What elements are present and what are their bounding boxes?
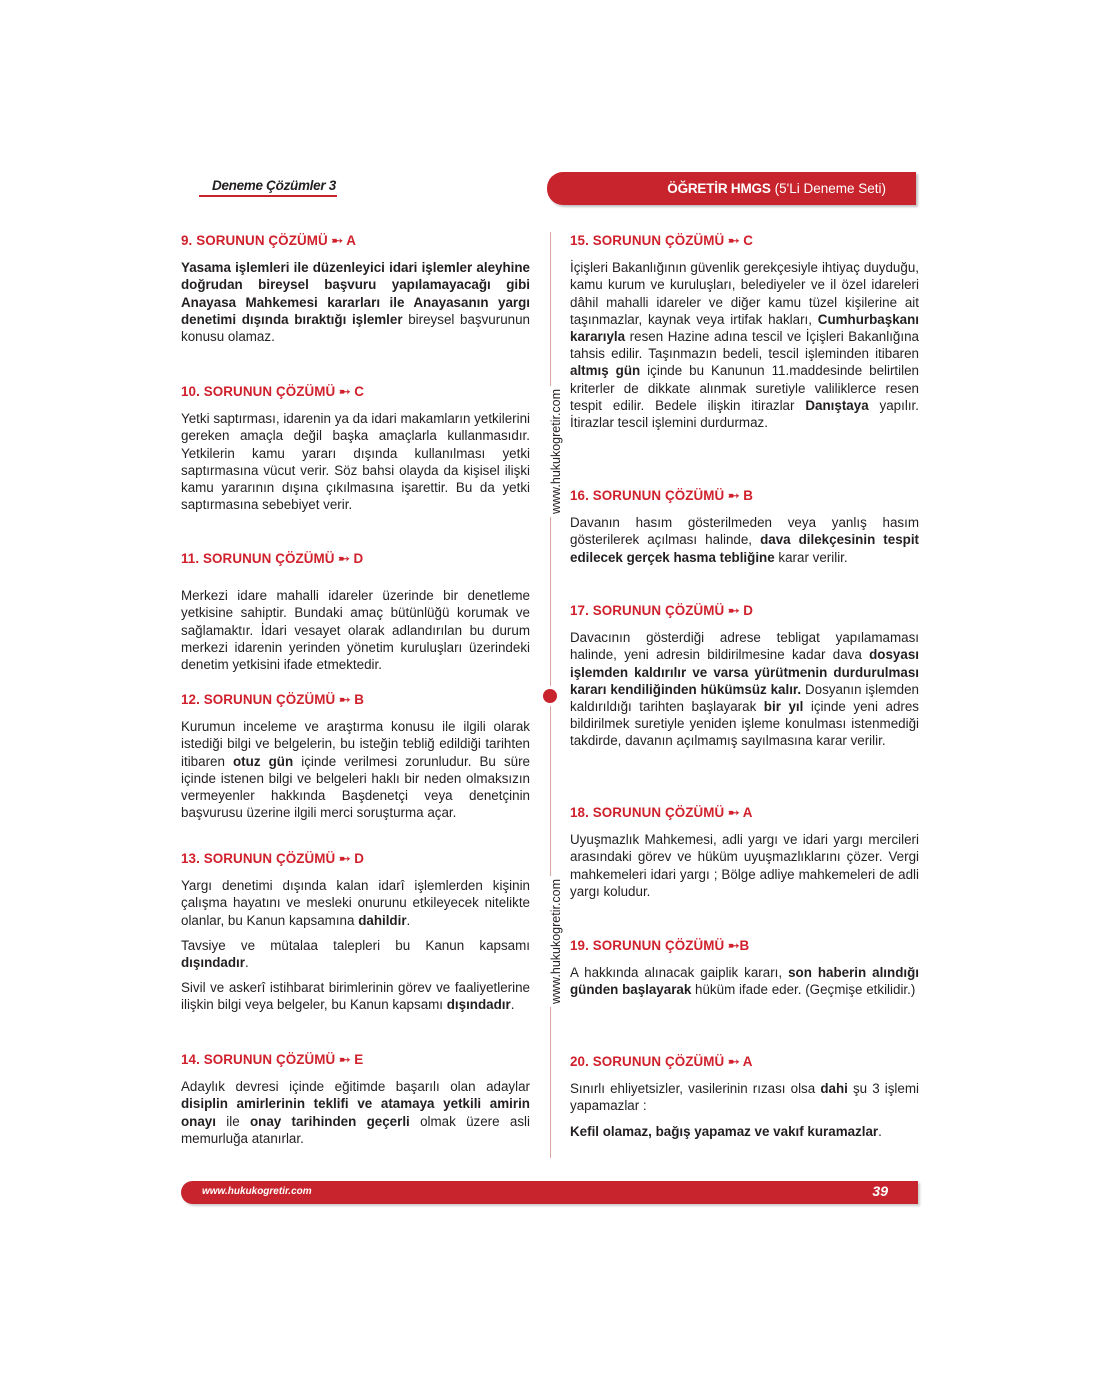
solution-title: 15. SORUNUN ÇÖZÜMÜ ➸ C [570, 233, 754, 248]
emphasis-text: dahi [820, 1081, 848, 1097]
body-text: Yargı denetimi dışında kalan idarî işlemlerden kişinin çalışma hayatını ve mesleki onurunu etkileyecek nitelikte olanlar, bu Kanun kapsamına [181, 878, 530, 928]
solution-paragraph [570, 629, 919, 749]
body-text: karar verilir. [774, 549, 848, 565]
body-text: Tavsiye ve mütalaa talepleri bu Kanun kapsamı [181, 937, 530, 953]
body-text: içinde verilmesi zorunludur. Bu süre içinde istenen bilgi ve belgeleri haklı bir neden olmaksızın vermeyenler hakkında Başdenetçi veya denetçinin başvurusu üzerine ilgili merci soruşturma açar. [181, 753, 531, 821]
emphasis-text: dışındadır [446, 997, 511, 1013]
solution-title: 14. SORUNUN ÇÖZÜMÜ ➸ E [181, 1052, 364, 1067]
solution-block [181, 550, 530, 673]
section-title: Deneme Çözümler 3 [212, 178, 336, 193]
body-text: ile [215, 1113, 250, 1129]
body-text: hüküm ifade eder. (Geçmişe etkilidir.) [691, 982, 916, 998]
body-text: içinde yeni adres bildirilmek suretiyle yeniden işleme konulması istenmediği takdirde, davanın açılmamış sayılmasına karar verilir. [570, 699, 919, 749]
solution-paragraph [181, 937, 530, 971]
body-text: şu 3 işlemi yapamazlar : [570, 1081, 919, 1114]
body-text: . [406, 912, 411, 928]
solution-paragraph [570, 964, 919, 998]
body-text: . [878, 1123, 882, 1139]
body-text: Yetki saptırması, idarenin ya da idari makamların yetkilerini gereken amaçla değil başka amaçlarla kullanmasıdır. Yetkilerin kamu yararı dışında kullanılması yetki saptırmasına vücut verir. Söz bahsi olayda da kişisel ilişki kamu yararının dışına çıkılmasına işarettir. Bu da yetki saptırmasına sebebiyet verir. [181, 411, 530, 513]
body-text: Davanın hasım gösterilmeden veya yanlış hasım gösterilerek açılması halinde, [570, 515, 919, 548]
solution-paragraph [570, 831, 919, 900]
solution-title: 19. SORUNUN ÇÖZÜMÜ ➸B [570, 938, 750, 953]
emphasis-text: onay tarihinden geçerli [250, 1113, 410, 1129]
solution-title: 18. SORUNUN ÇÖZÜMÜ ➸ A [570, 805, 753, 820]
body-text: Kurumun inceleme ve araştırma konusu ile ilgili olarak istediği bilgi ve belgelerin, bu isteğin tebliğ edildiği tarihten itibaren [181, 719, 530, 769]
body-text: İçişleri Bakanlığının güvenlik gerekçesiyle ihtiyaç duyduğu, kamu kurum ve kuruluşları, belediyeler ve il özel idareleri dâhil mahalli idareler ve diğer kamu tüzel kişilerine ait taşınmazlar, kaynak veya irtifak hakları, [570, 260, 919, 327]
book-subtitle: (5'Li Deneme Seti) [774, 181, 886, 196]
solution-paragraph [570, 259, 919, 431]
solution-block [570, 804, 919, 900]
solution-title: 9. SORUNUN ÇÖZÜMÜ ➸ A [181, 233, 357, 248]
solution-block [570, 1053, 919, 1140]
body-text: Adaylık devresi içinde eğitimde başarılı olan adaylar [181, 1079, 530, 1095]
emphasis-text: Danıştaya [805, 397, 869, 413]
body-text: bireysel başvurunun konusu olamaz. [181, 311, 530, 345]
emphasis-text: dosyası işlemden kaldırılır ve varsa yürütmenin durdurulması kararı kendiliğinden hükümsüz kalır. [570, 647, 919, 697]
footer-banner [181, 1181, 918, 1204]
body-text: yapılır. İtirazlar tescil işlemini durdurmaz. [570, 397, 919, 431]
emphasis-text: son haberin alındığı günden başlayarak [570, 965, 919, 998]
solution-title: 13. SORUNUN ÇÖZÜMÜ ➸ D [181, 851, 365, 866]
solution-paragraph [181, 410, 530, 513]
solution-block [181, 383, 530, 513]
page-number: 39 [872, 1183, 888, 1199]
emphasis-text: bir yıl [763, 699, 804, 715]
body-text: Sınırlı ehliyetsizler, vasilerinin rızası olsa [570, 1081, 821, 1097]
solution-paragraph [570, 1123, 919, 1140]
footer-url[interactable]: www.hukukogretir.com [202, 1186, 312, 1197]
body-text: Dosyanın işlemden kaldırıldığı tarihten başlayarak [570, 681, 919, 715]
body-text: içinde bu Kanunun 11.maddesinde belirtilen kriterler de dikkate alınmak suretiyle valiliklerce resen tespit edilir. Bedele ilişkin itirazlar [570, 363, 919, 413]
solution-paragraph [181, 587, 530, 673]
vertical-url-1: www.hukukogretir.com [549, 386, 563, 517]
book-title-banner [547, 172, 916, 205]
emphasis-text: altmış gün [570, 363, 641, 379]
emphasis-text: Cumhurbaşkanı kararıyla [570, 311, 919, 345]
emphasis-text: dahildir [358, 912, 407, 928]
solution-title: 11. SORUNUN ÇÖZÜMÜ ➸ D [181, 551, 364, 566]
solution-block [570, 232, 919, 431]
book-title: ÖĞRETİR HMGS [667, 181, 771, 196]
solution-title: 12. SORUNUN ÇÖZÜMÜ ➸ B [181, 692, 365, 707]
body-text: Sivil ve askerî istihbarat birimlerinin görev ve faaliyetlerine ilişkin bilgi veya belgeler, bu Kanun kapsamı [181, 980, 530, 1013]
solution-paragraph [570, 1080, 919, 1114]
solution-paragraph [181, 1078, 530, 1147]
solution-block [181, 232, 530, 345]
solution-block [570, 602, 919, 750]
solution-block [570, 937, 919, 999]
body-text: olmak üzere asli memurluğa atanırlar. [181, 1113, 530, 1146]
solution-paragraph [181, 877, 530, 929]
body-text: Davacının gösterdiği adrese tebligat yapılamaması halinde, yeni adresin bildirilmesine kadar dava [570, 630, 919, 663]
solution-title: 10. SORUNUN ÇÖZÜMÜ ➸ C [181, 384, 365, 399]
solution-block [181, 691, 530, 821]
emphasis-text: otuz gün [233, 753, 294, 769]
solution-paragraph [181, 259, 530, 345]
solution-title: 20. SORUNUN ÇÖZÜMÜ ➸ A [570, 1054, 753, 1069]
body-text: Uyuşmazlık Mahkemesi, adli yargı ve idari yargı mercileri arasındaki görev ve hüküm uyuşmazlıklarını çözer. Vergi mahkemeleri idari yargı ; Bölge adliye mahkemeleri de adli yargı koludur. [570, 832, 919, 899]
solution-title: 16. SORUNUN ÇÖZÜMÜ ➸ B [570, 488, 754, 503]
solution-paragraph [181, 979, 530, 1013]
body-text: resen Hazine adına tescil ve İçişleri Bakanlığına tahsis edilir. Taşınmazın bedeli, tescil işleminden itibaren [570, 329, 919, 362]
emphasis-text: Kefil olamaz, bağış yapamaz ve vakıf kuramazlar [570, 1123, 879, 1139]
emphasis-text: Yasama işlemleri ile düzenleyici idari işlemler aleyhine doğrudan bireysel başvuru yapılamayacağı gibi Anayasa Mahkemesi kararları ile Anayasanın yargı denetimi dışında bıraktığı işlemler [181, 260, 530, 327]
divider-dot [543, 689, 557, 703]
body-text: . [245, 955, 249, 971]
body-text: . [510, 997, 515, 1013]
solution-paragraph [181, 718, 530, 821]
solution-block [181, 1051, 530, 1147]
emphasis-text: dışındadır [181, 955, 245, 971]
section-title-underline [199, 195, 337, 197]
emphasis-text: disiplin amirlerinin teklifi ve atamaya yetkili amirin onayı [181, 1096, 530, 1129]
solution-block [181, 850, 530, 1014]
body-text: Merkezi idare mahalli idareler üzerinde bir denetleme yetkisine sahiptir. Bundaki amaç bütünlüğü korumak ve sağlamaktır. İdari vesayet olarak adlandırılan bu durum merkezi idarenin yerinden yönetim kuruluşları üzerindeki denetim yetkisini ifade etmektedir. [181, 588, 530, 673]
emphasis-text: dava dilekçesinin tespit edilecek gerçek hasma tebliğine [570, 532, 919, 565]
solution-title: 17. SORUNUN ÇÖZÜMÜ ➸ D [570, 603, 754, 618]
solution-block [570, 487, 919, 566]
body-text: A hakkında alınacak gaiplik kararı, [570, 965, 789, 981]
solution-paragraph [570, 514, 919, 566]
vertical-url-2: www.hukukogretir.com [549, 876, 563, 1007]
